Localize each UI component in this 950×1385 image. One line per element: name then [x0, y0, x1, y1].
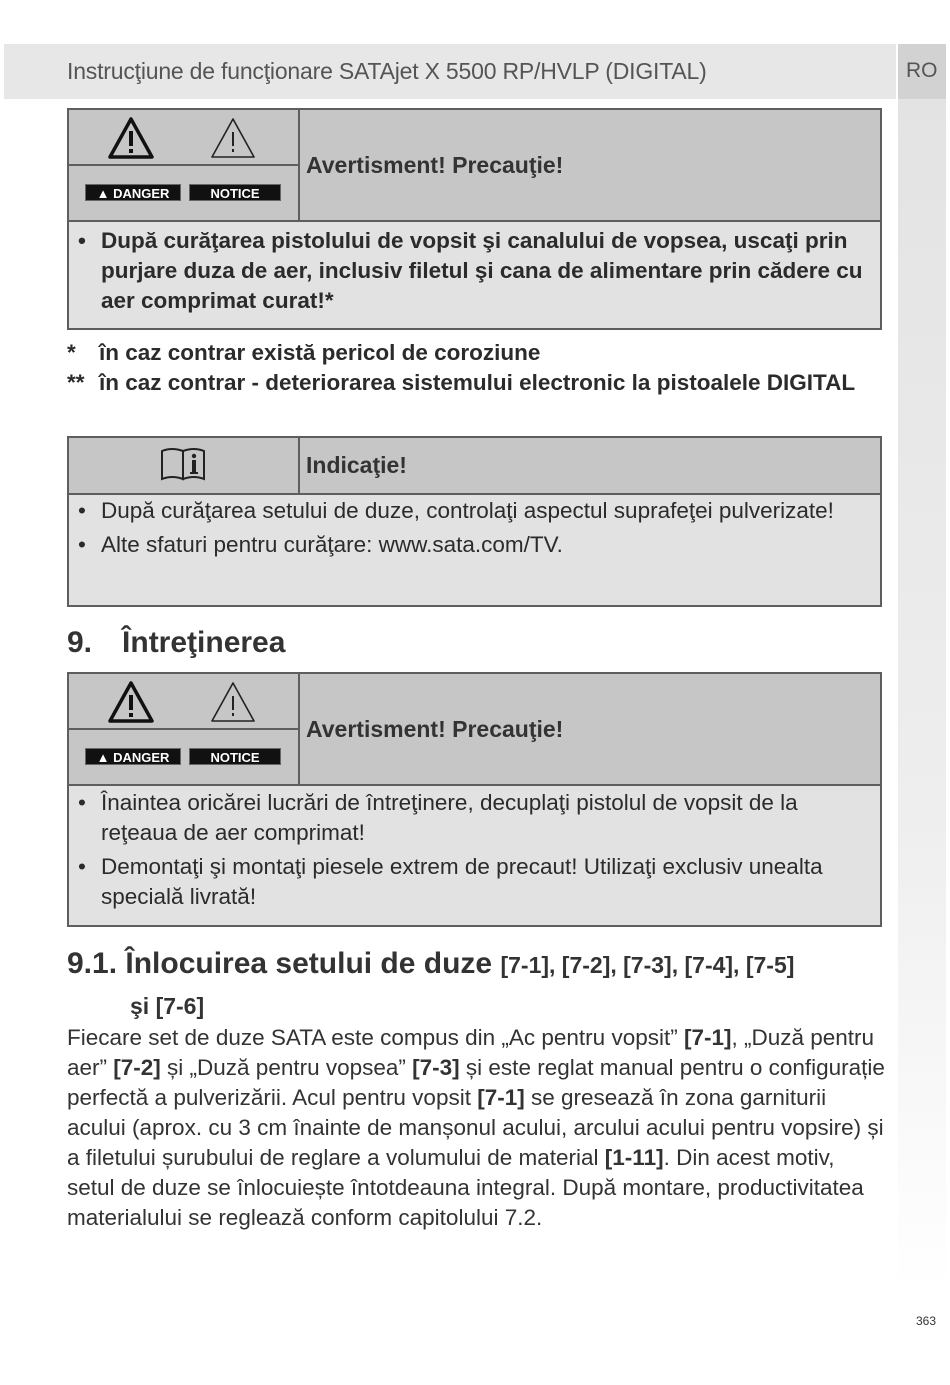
warning-icons-cell [69, 110, 300, 220]
warning-box-list [69, 226, 880, 320]
figure-refs: [7-1], [7-2], [7-3], [7-4], [7-5] [500, 952, 795, 978]
notice-sign: NOTICE [189, 748, 281, 765]
side-strip [898, 99, 946, 1289]
figure-refs-continued: şi [7-6] [130, 993, 205, 1019]
sign-labels [85, 184, 285, 201]
notice-sign: NOTICE [189, 184, 281, 201]
warning-icons-cell [69, 674, 300, 784]
danger-sign: ▲ DANGER [85, 748, 181, 765]
warning-box-title: Avertisment! Precauţie! [306, 716, 564, 742]
warning-box [67, 672, 882, 927]
page-header-title: Instrucţiune de funcţionare SATAjet X 5500 RP/HVLP (DIGITAL) [67, 58, 707, 84]
icon-divider [69, 164, 298, 166]
icon-divider [69, 728, 298, 730]
warning-box-header [69, 110, 880, 222]
info-box-title: Indicaţie! [306, 452, 407, 478]
list-item: • Alte sfaturi pentru curăţare: www.sata.com/TV. [78, 532, 563, 557]
info-box [67, 436, 882, 607]
warning-triangle-thin-icon [209, 116, 257, 160]
subsection-heading: 9.1. Înlocuirea setului de duze [7-1], [7-2], [7-3], [7-4], [7-5] [67, 947, 795, 980]
danger-sign: ▲ DANGER [85, 184, 181, 201]
warning-triangle-bold-icon [107, 116, 155, 160]
warning-triangle-thin-icon [209, 680, 257, 724]
warning-triangle-bold-icon [107, 680, 155, 724]
language-label: RO [906, 59, 938, 82]
warning-box [67, 108, 882, 330]
section-heading: 9. Întreţinerea [67, 626, 286, 659]
info-box-list [69, 496, 880, 564]
sign-labels [85, 748, 285, 765]
list-item: • După curăţarea setului de duze, controlaţi aspectul suprafeţei pulverizate! [78, 498, 834, 523]
page-number: 363 [916, 1314, 937, 1328]
warning-box-list [69, 788, 880, 916]
list-item: • După curăţarea pistolului de vopsit şi canalului de vopsea, uscaţi prin purjare duza de aer, inclusiv filetul şi cana de alimentare prin cădere cu aer comprimat curat!* [78, 228, 863, 313]
info-icon-cell [69, 438, 300, 493]
warning-box-title: Avertisment! Precauţie! [306, 152, 564, 178]
list-item: • Înaintea oricărei lucrări de întreţinere, decuplaţi pistolul de vopsit de la reţeaua de aer comprimat! [78, 790, 798, 845]
list-item: • Demontaţi şi montaţi piesele extrem de precaut! Utilizaţi exclusiv unealta specială livrată! [78, 854, 823, 909]
info-box-header [69, 438, 880, 495]
warning-box-header [69, 674, 880, 786]
book-info-icon [159, 446, 207, 482]
body-paragraph: Fiecare set de duze SATA este compus din „Ac pentru vopsit” [7-1], „Duză pentru aer” [7-2] și „Duză pentru vopsea” [7-3] și este reglat manual pentru o configurație perfectă a pulverizării. Acul pentru vopsit [7-1] se gresează în zona garniturii acului (aprox. cu 3 cm înainte de manșonul acului, arcului acului pentru vopsire) și a filetului șurubului de reglare a volumului de material [1-11]. Din acest motiv, setul de duze se înlocuiește întotdeauna integral. După montare, productivitatea materialului se reglează conform capitolului 7.2. [67, 1025, 885, 1230]
